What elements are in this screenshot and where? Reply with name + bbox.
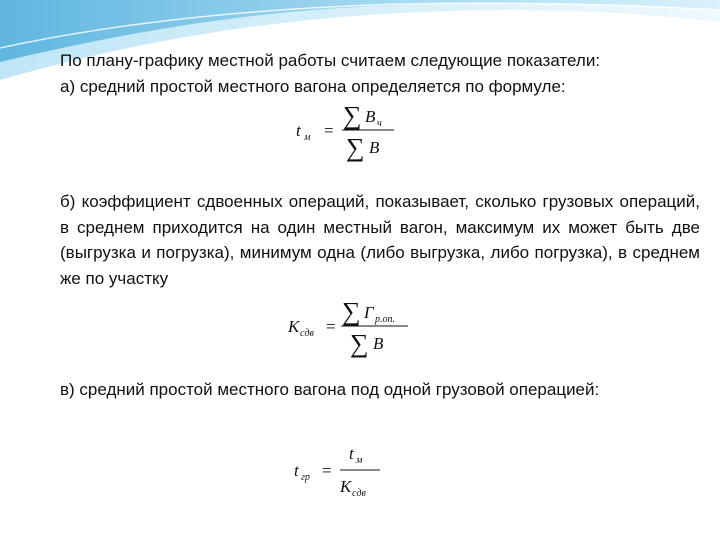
formula3-den-var: K [340, 477, 352, 496]
intro-line-1: По плану-графику местной работы считаем следующие показатели: [60, 51, 601, 70]
formula1-equals: = [324, 121, 334, 140]
formula1-num-var: B [365, 107, 376, 126]
formula1-lhs: t [296, 121, 301, 140]
formula3-num-var: t [349, 444, 354, 463]
formula-avg-idle [290, 100, 420, 162]
section-c-text: в) средний простой местного вагона под одной грузовой операцией: [60, 380, 600, 399]
formula2-num-sum: ∑ [342, 297, 361, 326]
formula3-lhs: t [294, 461, 299, 480]
formula2-den-var: B [373, 334, 384, 353]
formula3-num-sub: м [356, 455, 363, 466]
formula3-den-sub: сдв [352, 488, 366, 499]
formula-idle-per-operation [288, 440, 398, 502]
intro-text [60, 48, 700, 99]
formula1-num-sum: ∑ [343, 101, 362, 130]
formula1-den-var: B [369, 138, 380, 157]
formula2-num-sub: р.оп. [375, 314, 395, 325]
formula1-den-sum: ∑ [346, 133, 365, 162]
formula1-num-sub: ч [377, 118, 382, 129]
intro-line-2: а) средний простой местного вагона определяется по формуле: [60, 76, 566, 96]
formula-double-ops-coefficient [282, 296, 422, 358]
section-b-text: б) коэффициент сдвоенных операций, показывает, сколько грузовых операций, в среднем приходится на один местный вагон, максимум их может быть две (выгрузка и погрузка), минимум одна (либо выгрузка, либо погрузка), в среднем же по участку [60, 192, 700, 288]
formula1-lhs-sub: м [304, 132, 311, 143]
formula2-lhs-sub: сдв [300, 328, 314, 339]
formula3-lhs-sub: гр [301, 472, 310, 483]
formula2-den-sum: ∑ [350, 329, 369, 358]
formula2-equals: = [326, 317, 336, 336]
formula2-num-var: Г [364, 303, 374, 322]
formula3-equals: = [322, 461, 332, 480]
formula2-lhs: K [288, 317, 300, 336]
